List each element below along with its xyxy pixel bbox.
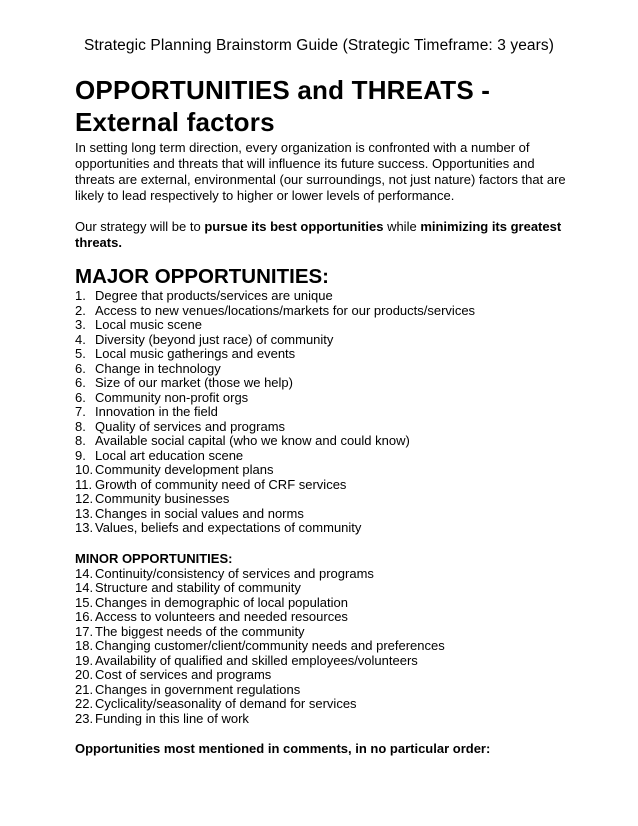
list-item — [75, 654, 570, 669]
list-item-text: Growth of community need of CRF services — [95, 476, 347, 492]
list-item — [75, 610, 570, 625]
list-item — [75, 333, 570, 348]
list-item-text: Continuity/consistency of services and programs — [95, 565, 374, 581]
list-item-number: 2. — [75, 302, 86, 318]
list-item — [75, 376, 570, 391]
list-item-text: Change in technology — [95, 360, 221, 376]
list-item-number: 16. — [75, 609, 94, 624]
minor-opportunities-list — [75, 567, 570, 727]
list-item — [75, 318, 570, 333]
list-item-text: Funding in this line of work — [95, 710, 249, 726]
list-item-number: 10. — [75, 462, 94, 477]
list-item-number: 19. — [75, 652, 94, 668]
list-item-number: 11. — [75, 476, 93, 492]
list-item-text: Local art education scene — [95, 447, 244, 463]
list-item-number: 1. — [75, 288, 86, 303]
list-item — [75, 362, 570, 377]
list-item-text: Access to new venues/locations/markets for our products/services — [95, 302, 476, 318]
list-item-text: Changes in demographic of local population — [95, 594, 348, 610]
title-line-2: External factors — [75, 107, 275, 137]
list-item-number: 14. — [75, 565, 94, 581]
list-item-number: 8. — [75, 433, 86, 448]
strategy-paragraph — [75, 219, 570, 251]
list-item-text: Local music scene — [95, 317, 202, 332]
strategy-bold-2: minimizing its greatest threats. — [75, 219, 562, 250]
list-item-text: Degree that products/services are unique — [95, 288, 333, 303]
list-item-number: 23. — [75, 710, 94, 726]
list-item-text: Community development plans — [95, 462, 274, 477]
list-item-text: The biggest needs of the community — [95, 623, 305, 639]
minor-opportunities-heading: MINOR OPPORTUNITIES: — [75, 550, 233, 566]
strategy-text-1: Our strategy will be to — [75, 219, 205, 234]
list-item-number: 22. — [75, 696, 94, 711]
list-item-number: 6. — [75, 375, 86, 390]
list-item — [75, 639, 570, 654]
list-item-text: Changes in social values and norms — [95, 505, 304, 521]
list-item — [75, 478, 570, 493]
list-item-text: Quality of services and programs — [95, 418, 286, 434]
document-body — [75, 74, 570, 757]
list-item-text: Access to volunteers and needed resources — [95, 609, 348, 624]
list-item — [75, 289, 570, 304]
list-item-text: Changing customer/client/community needs and preferences — [95, 638, 445, 653]
list-item — [75, 625, 570, 640]
list-item — [75, 596, 570, 611]
major-opportunities-heading: MAJOR OPPORTUNITIES: — [75, 265, 329, 288]
intro-paragraph: In setting long term direction, every organization is confronted with a number of opportunities and threats that will influence its future success. Opportunities and threats are external, environmental (our surroundings, not just nature) factors that are likely to lead respectively to higher or lower levels of performance. — [75, 140, 566, 203]
list-item-text: Community businesses — [95, 491, 230, 506]
list-item-number: 7. — [75, 404, 86, 419]
list-item-text: Local music gatherings and events — [95, 346, 296, 361]
list-item — [75, 581, 570, 596]
list-item-number: 6. — [75, 360, 86, 376]
list-item-number: 8. — [75, 418, 86, 434]
list-item-number: 3. — [75, 317, 86, 332]
major-opportunities-list — [75, 289, 570, 536]
strategy-text-2: while — [383, 219, 421, 234]
list-item-number: 17. — [75, 623, 94, 639]
list-item — [75, 391, 570, 406]
list-item-number: 12. — [75, 491, 94, 506]
list-item-text: Values, beliefs and expectations of community — [95, 520, 362, 535]
list-item-text: Structure and stability of community — [95, 580, 301, 595]
list-item-text: Cost of services and programs — [95, 667, 272, 682]
strategy-bold-1: pursue its best opportunities — [204, 219, 384, 234]
list-item — [75, 683, 570, 698]
list-item — [75, 521, 570, 536]
list-item — [75, 668, 570, 683]
list-item — [75, 304, 570, 319]
list-item — [75, 434, 570, 449]
list-item-number: 13. — [75, 520, 94, 535]
list-item-text: Diversity (beyond just race) of community — [95, 331, 334, 347]
list-item — [75, 567, 570, 582]
list-item-number: 20. — [75, 667, 94, 682]
list-item-text: Cyclicality/seasonality of demand for services — [95, 696, 357, 711]
list-item-text: Size of our market (those we help) — [95, 375, 293, 390]
list-item-number: 9. — [75, 447, 86, 463]
list-item-number: 6. — [75, 389, 86, 405]
opportunities-mentioned-heading: Opportunities most mentioned in comments, in no particular order: — [75, 741, 491, 756]
list-item-text: Innovation in the field — [95, 404, 218, 419]
list-item-number: 15. — [75, 594, 94, 610]
list-item-number: 4. — [75, 331, 86, 347]
list-item — [75, 492, 570, 507]
list-item-number: 21. — [75, 681, 94, 697]
list-item — [75, 712, 570, 727]
list-item-text: Available social capital (who we know and could know) — [95, 433, 410, 448]
title-line-1: OPPORTUNITIES and THREATS - — [75, 75, 491, 105]
page-title — [75, 74, 570, 138]
list-item-text: Availability of qualified and skilled employees/volunteers — [95, 652, 418, 668]
list-item — [75, 420, 570, 435]
list-item — [75, 697, 570, 712]
list-item — [75, 507, 570, 522]
list-item-number: 14. — [75, 580, 94, 595]
list-item-number: 5. — [75, 346, 86, 361]
page-header: Strategic Planning Brainstorm Guide (Strategic Timeframe: 3 years) — [83, 37, 555, 54]
list-item — [75, 347, 570, 362]
list-item-number: 13. — [75, 505, 94, 521]
list-item-text: Community non-profit orgs — [95, 389, 249, 405]
list-item — [75, 449, 570, 464]
list-item-text: Changes in government regulations — [95, 681, 301, 697]
list-item — [75, 405, 570, 420]
list-item — [75, 463, 570, 478]
list-item-number: 18. — [75, 638, 94, 653]
